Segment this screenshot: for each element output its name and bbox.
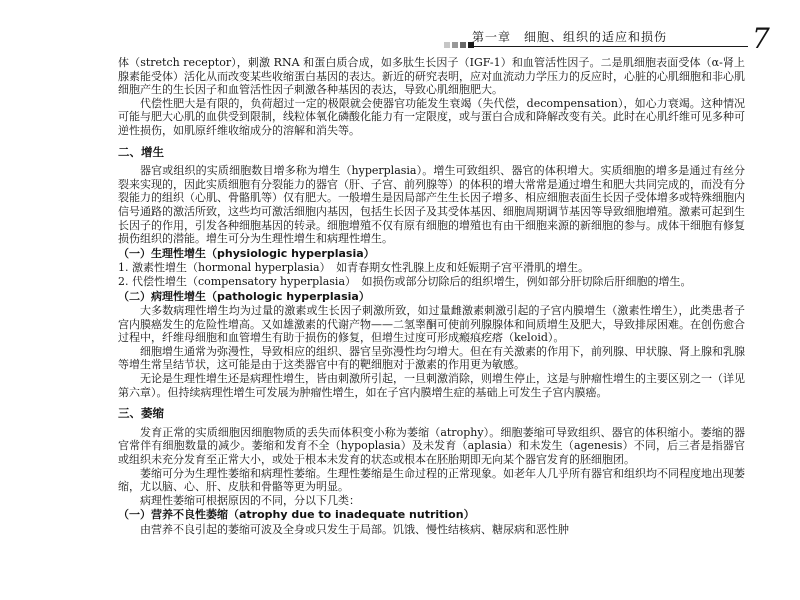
chapter-title: 第一章 细胞、组织的适应和损伤 (472, 30, 668, 44)
paragraph: 器官或组织的实质细胞数目增多称为增生（hyperplasia）。增生可致组织、器官的体积增大。实质细胞的增多是通过有丝分裂来实现的，因此实质细胞有分裂能力的器官（肝、子宫、前列腺等）的体积的增大常常是通过增生和肥大共同完成的，而没有分裂能力的组织（心肌、骨骼肌等）仅有肥大。一般增生是因局部产生生长因子增多、相应细胞表面生长因子受体增多或特殊细胞内信号通路的激活所致，这些均可激活细胞内基因，包括生长因子及其受体基因、细胞周期调节基因等导致细胞增殖。激素可起到生长因子的作用，引发各种细胞基因的转录。细胞增殖不仅有原有细胞的增殖也有由干细胞来源的新细胞的参与。成体干细胞有修复损伤组织的潜能。增生可分为生理性增生和病理性增生。 (118, 164, 745, 246)
paragraph: 细胞增生通常为弥漫性，导致相应的组织、器官呈弥漫性均匀增大。但在有关激素的作用下，前列腺、甲状腺、肾上腺和乳腺等增生常呈结节状，这可能是由于这类器官中有的靶细胞对于激素的作用更为敏感。 (118, 344, 745, 372)
paragraph: 发育正常的实质细胞因细胞物质的丢失而体积变小称为萎缩（atrophy）。细胞萎缩可导致组织、器官的体积缩小。萎缩的器官常伴有细胞数量的减少。萎缩和发育不全（hypoplasia）及未发育（aplasia）和未发生（agenesis）不同，后三者是指器官或组织未充分发育至正常大小，或处于根本未发育的状态或根本在胚胎期即无向某个器官发育的胚细胞团。 (118, 425, 745, 467)
running-header (0, 14, 800, 55)
list-item: 1. 激素性增生（hormonal hyperplasia） 如青春期女性乳腺上皮和妊娠期子宫平滑肌的增生。 (118, 261, 590, 275)
paragraph: 由营养不良引起的萎缩可波及全身或只发生于局部。饥饿、慢性结核病、糖尿病和恶性肿 (140, 523, 569, 536)
paragraph: 萎缩可分为生理性萎缩和病理性萎缩。生理性萎缩是生命过程的正常现象。如老年人几乎所有器官和组织均不同程度地出现萎缩，尤以脑、心、肝、皮肤和骨骼等更为明显。 (118, 466, 745, 494)
list-item: 2. 代偿性增生（compensatory hyperplasia） 如损伤或部分切除后的组织增生，例如部分肝切除后肝细胞的增生。 (118, 274, 692, 288)
paragraph: 体（stretch receptor），刺激 RNA 和蛋白质合成，如多肽生长因子（IGF-1）和血管活性因子。二是肌细胞表面受体（α-肾上腺素能受体）活化从而改变某些收缩蛋白基因的表达。新近的研究表明，应对血流动力学压力的反应时，心脏的心肌细胞和非心肌细胞产生的生长因子和血管活性因子刺激各种基因的表达，导致心肌细胞肥大。 (118, 56, 745, 97)
subsection-heading-pathologic: （二）病理性增生（pathologic hyperplasia） (118, 289, 370, 303)
section-heading-atrophy: 三、萎缩 (118, 406, 164, 421)
paragraph: 大多数病理性增生均为过量的激素或生长因子刺激所致，如过量雌激素刺激引起的子宫内膜增生（激素性增生），此类患者子宫内膜癌发生的危险性增高。又如雄激素的代谢产物——二氢睾酮可使前列腺腺体和间质增生及肥大，导致排尿困难。在创伤愈合过程中，纤维母细胞和血管增生有助于损伤的修复，但增生过度可形成瘢痕疙瘩（keloid）。 (118, 304, 745, 345)
page-body (118, 56, 745, 537)
paragraph: 病理性萎缩可根据原因的不同，分以下几类： (140, 493, 360, 507)
header-rule (470, 46, 748, 47)
subsection-heading-physiologic: （一）生理性增生（physiologic hyperplasia） (118, 246, 375, 260)
section-heading-hyperplasia: 二、增生 (118, 144, 164, 159)
paragraph: 代偿性肥大是有限的，负荷超过一定的极限就会使器官功能发生衰竭（失代偿，decompensation），如心力衰竭。这种情况可能与肥大心肌的血供受到限制，线粒体氧化磷酸化能力有一定限度，或与蛋白合成和降解改变有关。此时在心肌纤维可见多种可逆性损伤，如肌原纤维收缩成分的溶解和消失等。 (118, 96, 745, 137)
subsection-heading-nutrition: （一）营养不良性萎缩（atrophy due to inadequate nutrition） (118, 508, 475, 522)
page-number: 7 (752, 22, 770, 55)
paragraph: 无论是生理性增生还是病理性增生，皆由刺激所引起，一旦刺激消除，则增生停止，这是与肿瘤性增生的主要区别之一（详见第六章）。但持续病理性增生可发展为肿瘤性增生，如在子宫内膜增生症的基础上可发生子宫内膜癌。 (118, 372, 745, 399)
